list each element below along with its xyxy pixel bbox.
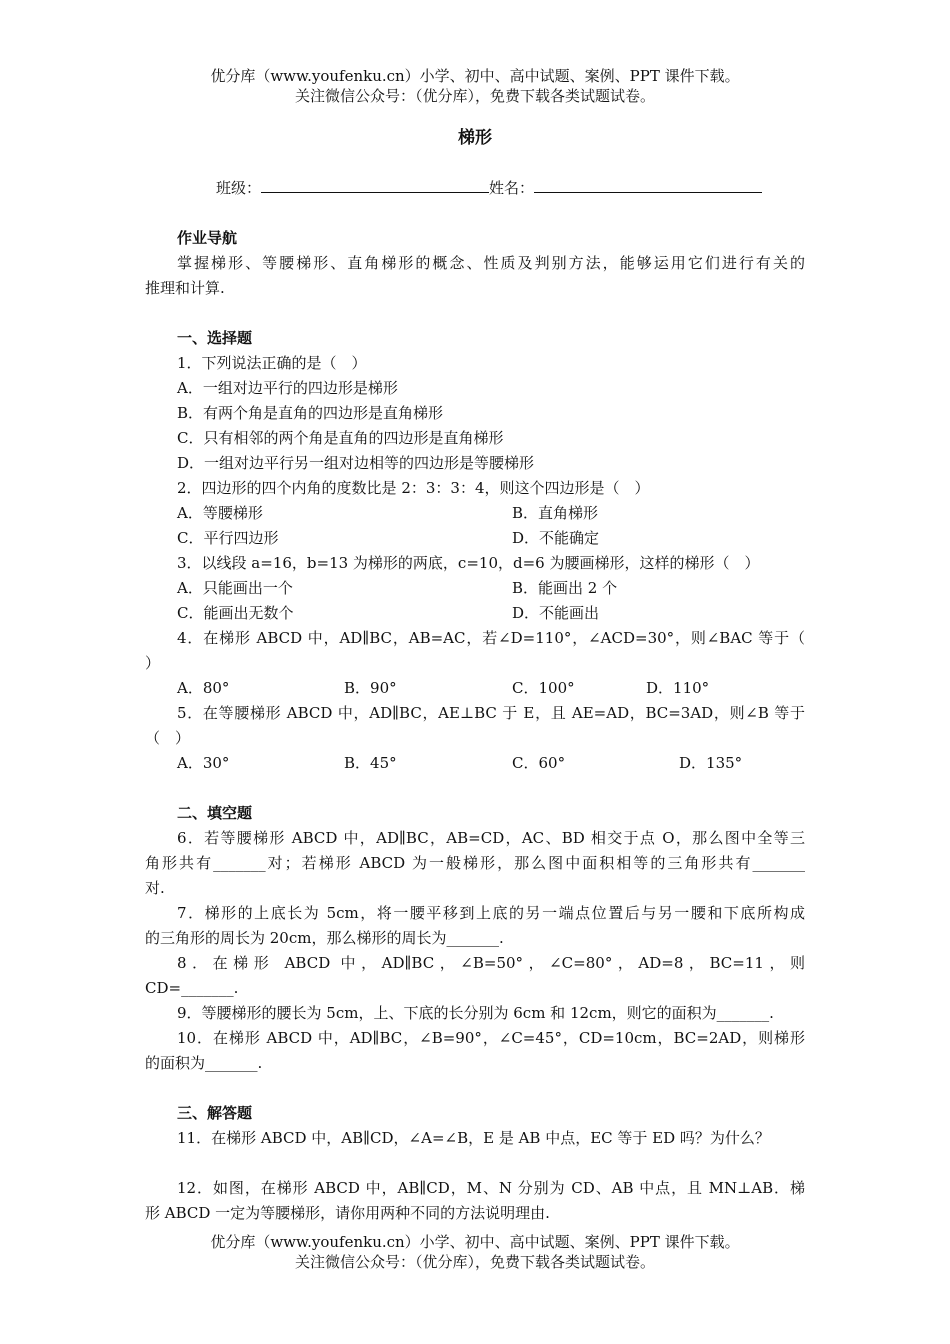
section3-heading: 三、解答题 (177, 1104, 253, 1122)
q3-option-d: D．不能画出 (512, 604, 600, 622)
q8-line-1: 8．在梯形 ABCD 中，AD∥BC，∠B=50°，∠C=80°，AD=8，BC=11，则 (177, 954, 805, 972)
q3-option-b: B．能画出 2 个 (512, 579, 618, 597)
page-title: 梯形 (458, 128, 492, 148)
header-line-2: 关注微信公众号：（优分库），免费下载各类试题试卷。 (294, 87, 655, 105)
q11: 11．在梯形 ABCD 中，AB∥CD，∠A=∠B，E 是 AB 中点，EC 等于 ED 吗？为什么？ (177, 1129, 770, 1147)
nav-text-2: 推理和计算. (145, 279, 225, 297)
q4-option-c: C．100° (512, 679, 575, 697)
class-name-row (216, 178, 762, 198)
nav-text-1: 掌握梯形、等腰梯形、直角梯形的概念、性质及判别方法，能够运用它们进行有关的 (177, 254, 805, 272)
nav-heading: 作业导航 (177, 229, 238, 247)
q1-option-d: D．一组对边平行另一组对边相等的四边形是等腰梯形 (177, 454, 535, 472)
q3-option-a: A．只能画出一个 (177, 579, 293, 597)
q4-line-2: ） (145, 654, 161, 672)
footer-line-1: 优分库（www.youfenku.cn）小学、初中、高中试题、案例、PPT 课件下载。 (210, 1233, 740, 1251)
q2-option-b: B．直角梯形 (512, 504, 599, 522)
q5-line-2: （ ） (145, 729, 191, 747)
class-label: 班级： (216, 179, 262, 197)
q5-line-1: 5．在等腰梯形 ABCD 中，AD∥BC，AE⊥BC 于 E，且 AE=AD，BC=3AD，则∠B 等于 (177, 704, 805, 722)
q5-option-c: C．60° (512, 754, 566, 772)
q3-option-c: C．能画出无数个 (177, 604, 294, 622)
q6-line-1: 6．若等腰梯形 ABCD 中，AD∥BC，AB=CD，AC、BD 相交于点 O，那么图中全等三 (177, 829, 805, 847)
q1: 1．下列说法正确的是（ ） (177, 354, 367, 372)
q2: 2．四边形的四个内角的度数比是 2：3：3：4，则这个四边形是（ ） (177, 479, 650, 497)
q7-line-1: 7．梯形的上底长为 5cm，将一腰平移到上底的另一端点位置后与另一腰和下底所构成 (177, 904, 805, 922)
q4-option-a: A．80° (177, 679, 230, 697)
q9: 9．等腰梯形的腰长为 5cm，上、下底的长分别为 6cm 和 12cm，则它的面积为_______. (177, 1004, 774, 1022)
q12-line-2: 形 ABCD 一定为等腰梯形，请你用两种不同的方法说明理由. (145, 1204, 550, 1222)
q1-option-b: B．有两个角是直角的四边形是直角梯形 (177, 404, 444, 422)
q7-line-2: 的三角形的周长为 20cm，那么梯形的周长为_______. (145, 929, 504, 947)
section2-heading: 二、填空题 (177, 804, 253, 822)
class-blank (261, 178, 489, 193)
name-blank (534, 178, 762, 193)
section1-heading: 一、选择题 (177, 329, 253, 347)
q2-option-d: D．不能确定 (512, 529, 600, 547)
q6-line-2: 角形共有_______对；若梯形 ABCD 为一般梯形，那么图中面积相等的三角形共有_______ (145, 854, 805, 872)
q5-option-a: A．30° (177, 754, 230, 772)
q4-line-1: 4．在梯形 ABCD 中，AD∥BC，AB=AC，若∠D=110°，∠ACD=30°，则∠BAC 等于（ (177, 629, 805, 647)
name-label: 姓名： (489, 179, 535, 197)
q4-option-b: B．90° (344, 679, 397, 697)
q1-option-a: A．一组对边平行的四边形是梯形 (177, 379, 398, 397)
q2-option-a: A．等腰梯形 (177, 504, 263, 522)
footer-line-2: 关注微信公众号：（优分库），免费下载各类试题试卷。 (294, 1253, 655, 1271)
q1-option-c: C．只有相邻的两个角是直角的四边形是直角梯形 (177, 429, 504, 447)
q4-option-d: D．110° (646, 679, 710, 697)
q12-line-1: 12．如图，在梯形 ABCD 中，AB∥CD，M、N 分别为 CD、AB 中点，且 MN⊥AB．梯 (177, 1179, 805, 1197)
q5-option-b: B．45° (344, 754, 397, 772)
q8-line-2: CD=_______. (145, 979, 239, 997)
q6-line-3: 对. (145, 879, 165, 897)
header-line-1: 优分库（www.youfenku.cn）小学、初中、高中试题、案例、PPT 课件下载。 (210, 67, 740, 85)
q10-line-1: 10．在梯形 ABCD 中，AD∥BC，∠B=90°，∠C=45°，CD=10cm，BC=2AD，则梯形 (177, 1029, 805, 1047)
q2-option-c: C．平行四边形 (177, 529, 279, 547)
q5-option-d: D．135° (679, 754, 743, 772)
q10-line-2: 的面积为_______. (145, 1054, 263, 1072)
q3: 3．以线段 a=16，b=13 为梯形的两底，c=10，d=6 为腰画梯形，这样的梯形（ ） (177, 554, 760, 572)
